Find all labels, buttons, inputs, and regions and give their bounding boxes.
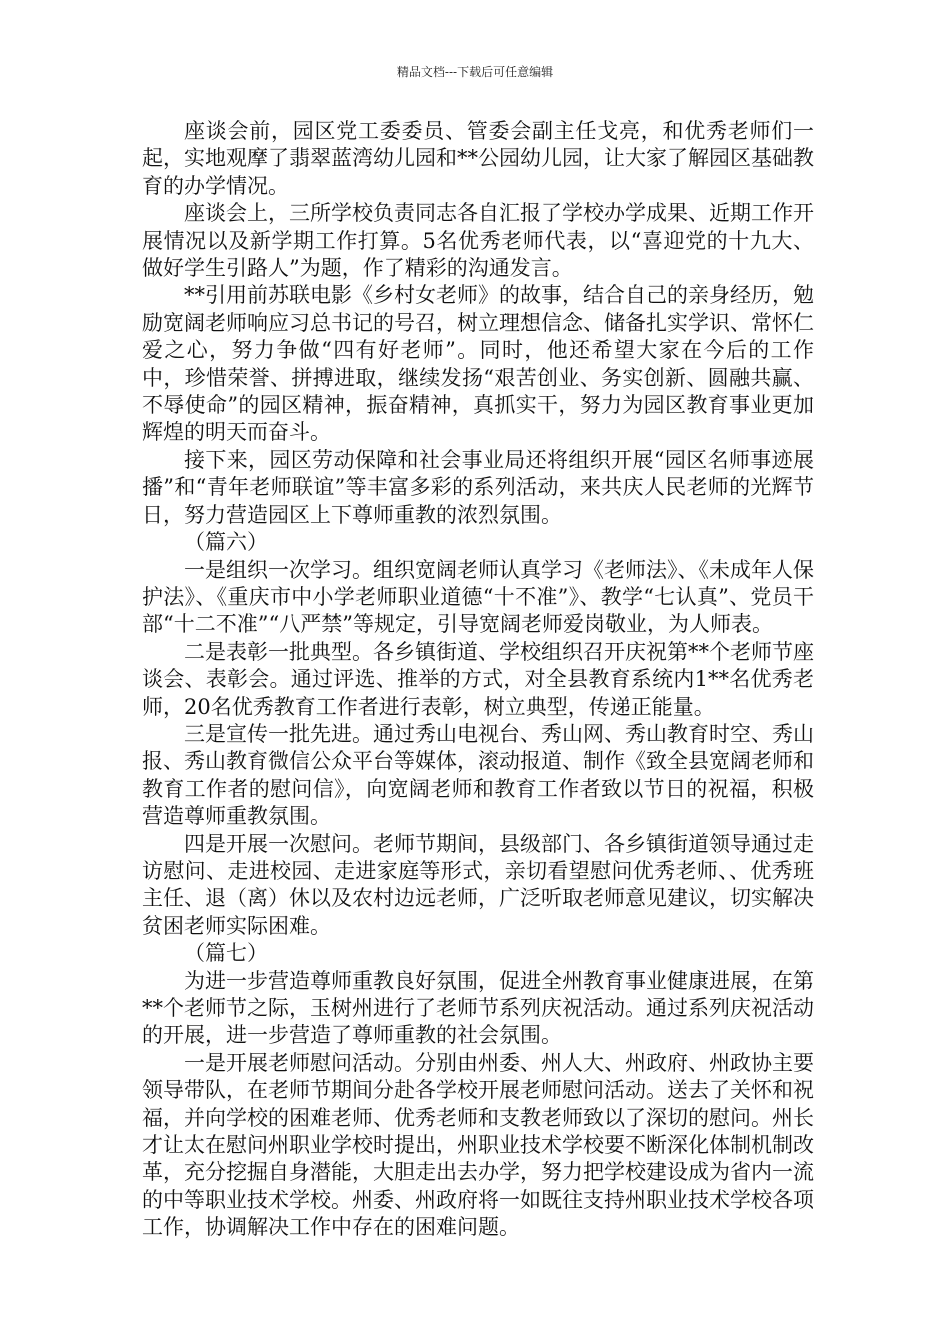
paragraph: 座谈会前，园区党工委委员、管委会副主任戈亮，和优秀老师们一起，实地观摩了翡翠蓝湾幼儿园和**公园幼儿园，让大家了解园区基础教育的办学情况。 <box>142 119 814 198</box>
paragraph: 二是表彰一批典型。各乡镇街道、学校组织召开庆祝第**个老师节座谈会、表彰会。通过评选、推举的方式，对全县教育系统内1**名优秀老师，20名优秀教育工作者进行表彰，树立典型，传递正能量。 <box>142 639 814 719</box>
paragraph: 座谈会上，三所学校负责同志各自汇报了学校办学成果、近期工作开展情况以及新学期工作打算。5名优秀老师代表，以“喜迎党的十九大、做好学生引路人”为题，作了精彩的沟通发言。 <box>142 201 814 281</box>
paragraph: 四是开展一次慰问。老师节期间，县级部门、各乡镇街道领导通过走访慰问、走进校园、走进家庭等形式，亲切看望慰问优秀老师、、优秀班主任、退（离）休以及农村边远老师，广泛听取老师意见建议，切实解决贫困老师实际困难。 <box>142 831 814 938</box>
paragraph: 为进一步营造尊师重教良好氛围，促进全州教育事业健康进展，在第**个老师节之际，玉树州进行了老师节系列庆祝活动。通过系列庆祝活动的开展，进一步营造了尊师重教的社会氛围。 <box>142 968 814 1048</box>
section-heading: （篇七） <box>184 941 268 966</box>
paragraph: 三是宣传一批先进。通过秀山电视台、秀山网、秀山教育时空、秀山报、秀山教育微信公众平台等媒体，滚动报道、制作《致全县宽阔老师和教育工作者的慰问信》，向宽阔老师和教育工作者致以节日的祝福，积极营造尊师重教氛围。 <box>142 721 814 829</box>
paragraph: **引用前苏联电影《乡村女老师》的故事，结合自己的亲身经历，勉励宽阔老师响应习总书记的号召，树立理想信念、储备扎实学识、常怀仁爱之心，努力争做“四有好老师”。同时，他还希望大家在今后的工作中，珍惜荣誉、拼搏进取，继续发扬“艰苦创业、务实创新、圆融共赢、不辱使命”的园区精神，振奋精神，真抓实干，努力为园区教育事业更加辉煌的明天而奋斗。 <box>142 283 814 445</box>
page-header: 精品文档---下载后可任意编辑 <box>396 65 554 79</box>
paragraph: 接下来，园区劳动保障和社会事业局还将组织开展“园区名师事迹展播”和“青年老师联谊”等丰富多彩的系列活动，来共庆人民老师的光辉节日，努力营造园区上下尊师重教的浓烈氛围。 <box>142 447 814 527</box>
document-body <box>142 118 814 1242</box>
paragraph: 一是开展老师慰问活动。分别由州委、州人大、州政府、州政协主要领导带队，在老师节期间分赴各学校开展老师慰问活动。送去了关怀和祝福，并向学校的困难老师、优秀老师和支教老师致以了深切的慰问。州长才让太在慰问州职业学校时提出，州职业技术学校要不断深化体制机制改革，充分挖掘自身潜能，大胆走出去办学，努力把学校建设成为省内一流的中等职业技术学校。州委、州政府将一如既往支持州职业技术学校各项工作，协调解决工作中存在的困难问题。 <box>142 1050 814 1240</box>
section-heading: （篇六） <box>184 530 268 555</box>
paragraph: 一是组织一次学习。组织宽阔老师认真学习《老师法》、《未成年人保护法》、《重庆市中小学老师职业道德“十不准”》、教学“七认真”、党员干部“十二不准”“八严禁”等规定，引导宽阔老师爱岗敬业，为人师表。 <box>142 557 814 637</box>
